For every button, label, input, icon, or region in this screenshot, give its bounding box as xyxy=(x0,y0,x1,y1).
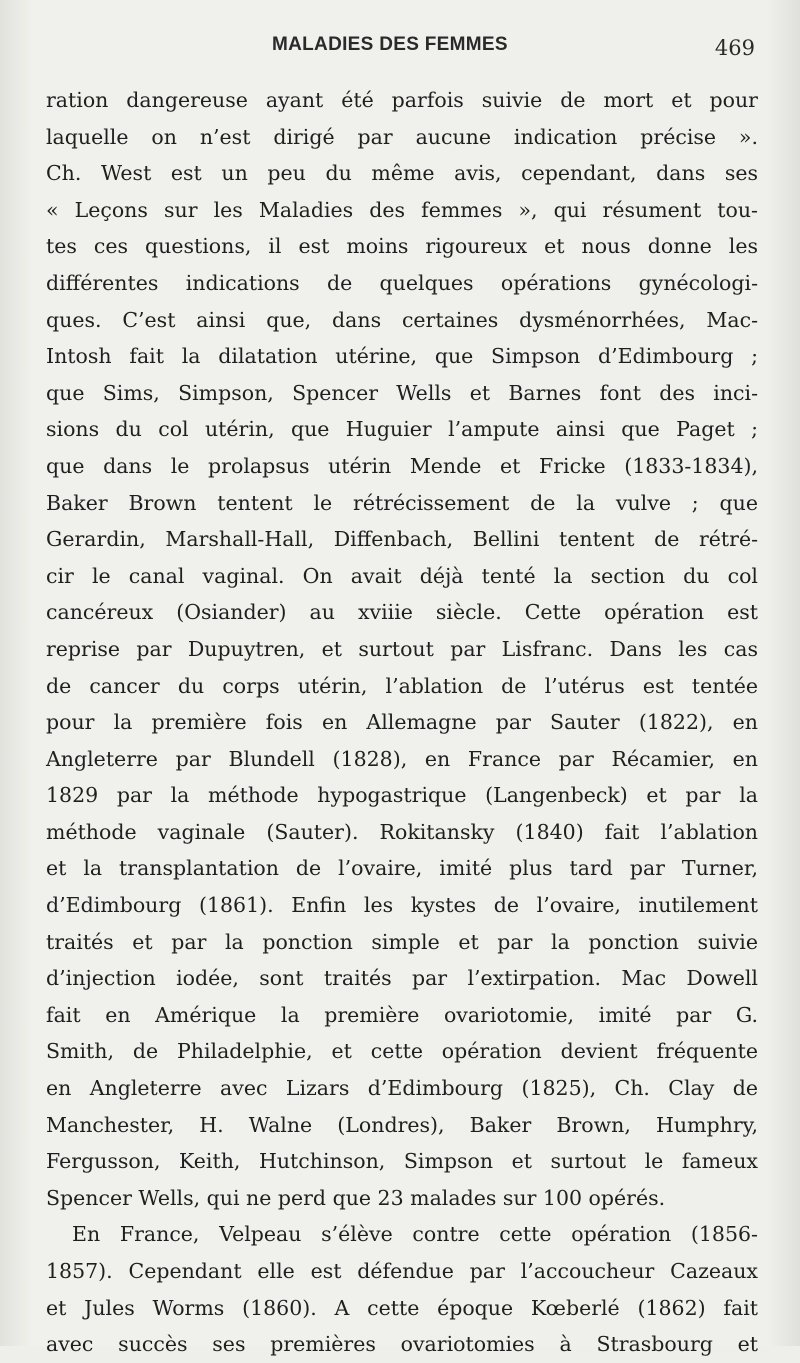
text-line: Fergusson, Keith, Hutchinson, Simpson et surtout le fameux xyxy=(46,1149,758,1174)
body-text xyxy=(46,82,758,1363)
text-line: cir le canal vaginal. On avait déjà tenté la section du col xyxy=(46,563,758,588)
text-line: En France, Velpeau s’élève contre cette opération (1856- xyxy=(72,1222,758,1247)
text-line: 1829 par la méthode hypogastrique (Langenbeck) et par la xyxy=(46,783,758,808)
text-line: ration dangereuse ayant été parfois suivie de mort et pour xyxy=(46,88,758,112)
text-line: Spencer Wells, qui ne perd que 23 malades sur 100 opérés. xyxy=(46,1185,666,1210)
text-line: reprise par Dupuytren, et surtout par Lisfranc. Dans les cas xyxy=(46,636,758,661)
text-line: tes ces questions, il est moins rigoureux et nous donne les xyxy=(46,234,758,259)
text-line: Baker Brown tentent le rétrécissement de la vulve ; que xyxy=(46,490,758,515)
text-line: différentes indications de quelques opérations gynécologi- xyxy=(46,270,758,295)
text-line: Angleterre par Blundell (1828), en France par Récamier, en xyxy=(46,746,758,771)
text-line: Ch. West est un peu du même avis, cependant, dans ses xyxy=(46,161,758,186)
text-line: Intosh fait la dilatation utérine, que Simpson d’Edimbourg ; xyxy=(46,344,758,369)
text-line: Gerardin, Marshall-Hall, Diffenbach, Bellini tentent de rétré- xyxy=(46,527,758,552)
text-line: ques. C’est ainsi que, dans certaines dysménorrhées, Mac- xyxy=(46,307,758,332)
text-line: 1857). Cependant elle est défendue par l’accoucheur Cazeaux xyxy=(46,1259,758,1283)
text-line: fait en Amérique la première ovariotomie, imité par G. xyxy=(46,1002,758,1027)
text-line: Manchester, H. Walne (Londres), Baker Brown, Humphry, xyxy=(46,1112,758,1137)
text-line: Smith, de Philadelphie, et cette opération devient fréquente xyxy=(46,1039,758,1064)
text-line: que Sims, Simpson, Spencer Wells et Barnes font des inci- xyxy=(46,380,758,405)
text-line: « Leçons sur les Maladies des femmes », qui résument tou- xyxy=(46,197,758,222)
text-line: méthode vaginale (Sauter). Rokitansky (1840) fait l’ablation xyxy=(46,819,758,844)
page-number: 469 xyxy=(714,36,755,60)
text-line: laquelle on n’est dirigé par aucune indication précise ». xyxy=(46,124,758,149)
text-line: en Angleterre avec Lizars d’Edimbourg (1825), Ch. Clay de xyxy=(46,1076,758,1101)
text-line: d’Edimbourg (1861). Enfin les kystes de l’ovaire, inutilement xyxy=(46,893,758,918)
text-line: de cancer du corps utérin, l’ablation de l’utérus est tentée xyxy=(46,673,758,698)
text-line: d’injection iodée, sont traités par l’extirpation. Mac Dowell xyxy=(46,966,758,991)
text-line: sions du col utérin, que Huguier l’ampute ainsi que Paget ; xyxy=(46,417,758,442)
running-head: MALADIES DES FEMMES xyxy=(272,34,508,55)
text-line: que dans le prolapsus utérin Mende et Fricke (1833-1834), xyxy=(46,453,758,478)
page-header xyxy=(0,34,800,64)
text-line: traités et par la ponction simple et par la ponction suivie xyxy=(46,929,758,954)
text-line: et la transplantation de l’ovaire, imité plus tard par Turner, xyxy=(46,856,758,881)
text-line: pour la première fois en Allemagne par Sauter (1822), en xyxy=(46,710,758,735)
text-line: avec succès ses premières ovariotomies à Strasbourg et xyxy=(46,1332,758,1357)
text-line: cancéreux (Osiander) au xviiie siècle. Cette opération est xyxy=(46,600,758,625)
text-line: et Jules Worms (1860). A cette époque Kœberlé (1862) fait xyxy=(46,1295,758,1320)
